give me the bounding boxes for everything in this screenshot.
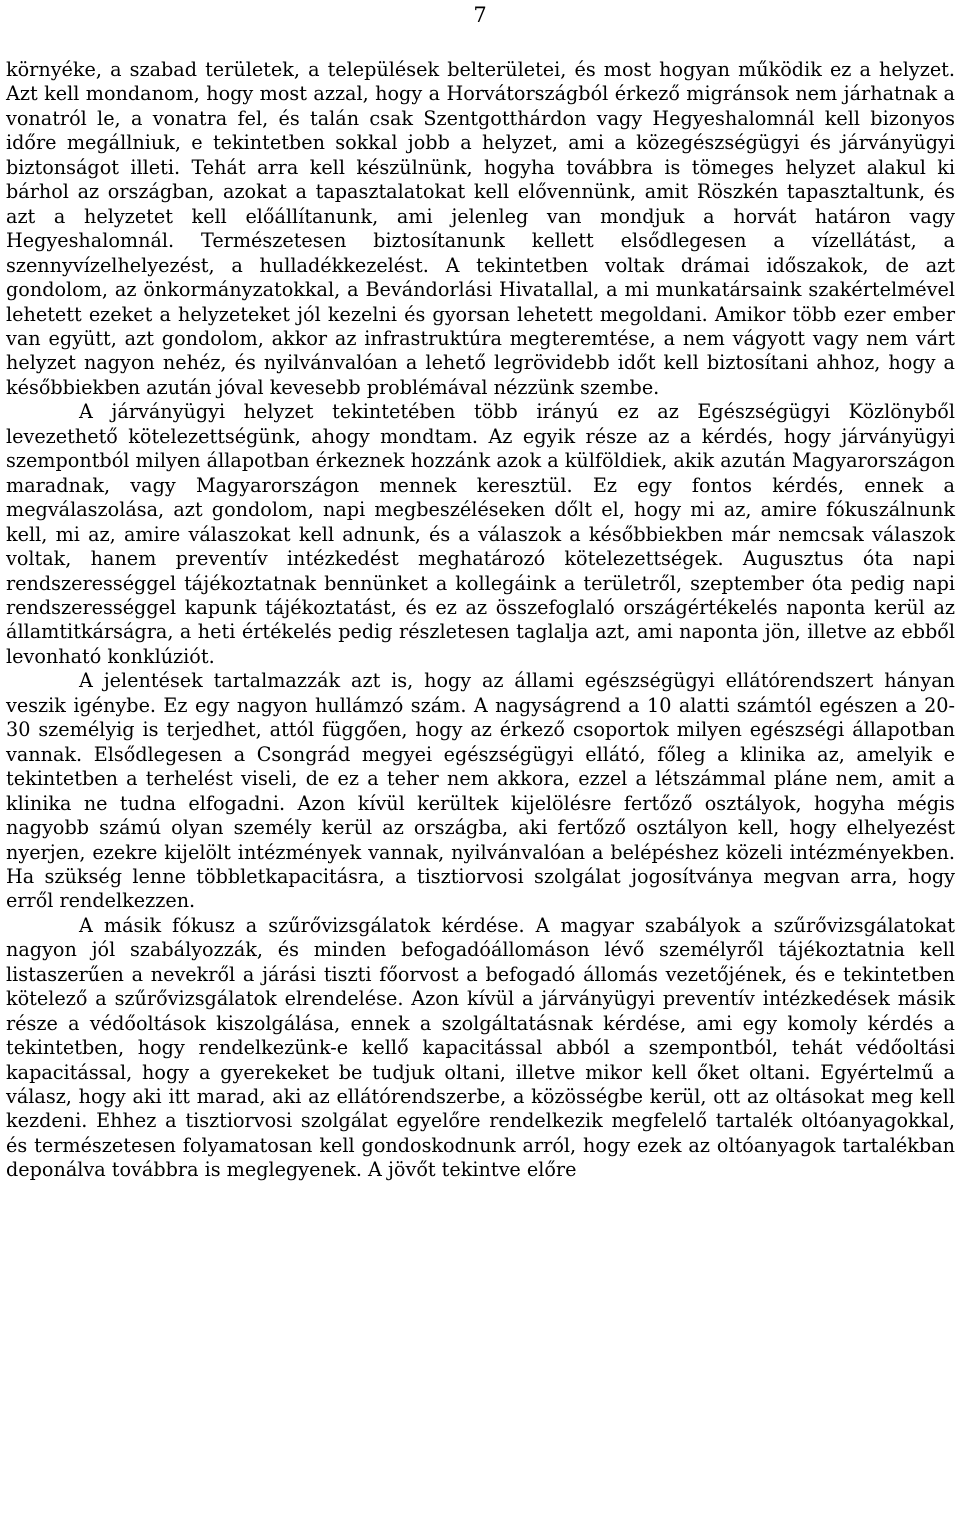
page-number: 7 xyxy=(473,3,487,27)
document-body xyxy=(6,58,955,1183)
paragraph-2: A járványügyi helyzet tekintetében több irányú ez az Egészségügyi Közlönyből levezethető kötelezettségünk, ahogy mondtam. Az egyik része az a kérdés, hogy járványügyi szempontból milyen állapotban érkeznek hozzánk azok a külföldiek, akik azután Magyarországon maradnak, vagy Magyarországon mennek keresztül. Ez egy fontos kérdés, ennek a megválaszolása, azt gondolom, napi megbeszéléseken dőlt el, hogy mi az, amire fókuszálnunk kell, mi az, amire válaszokat kell adnunk, és a válaszok a későbbiekben már nemcsak válaszok voltak, hanem preventív intézkedést meghatározó kötelezettségek. Augusztus óta napi rendszerességgel tájékoztatnak bennünket a kollegáink a területről, szeptember óta pedig napi rendszerességgel kapunk tájékoztatást, és ez az összefoglaló országértékelés naponta kerül az államtitkárságra, a heti értékelés pedig részletesen taglalja azt, ami naponta jön, illetve az ebből levonható konklúziót. xyxy=(6,400,955,668)
paragraph-1: környéke, a szabad területek, a települések belterületei, és most hogyan működik ez a helyzet. Azt kell mondanom, hogy most azzal, hogy a Horvátországból érkező migránsok nem járhatnak a vonatról le, a vonatra fel, és talán csak Szentgotthárdon vagy Hegyeshalomnál kell bizonyos időre megállniuk, e tekintetben sokkal jobb a helyzet, ami a közegészségügyi és járványügyi biztonságot illeti. Tehát arra kell készülnünk, hogyha továbbra is tömeges helyzet alakul ki bárhol az országban, azokat a tapasztalatokat kell elővennünk, amit Röszkén tapasztaltunk, és azt a helyzetet kell előállítanunk, ami jelenleg van mondjuk a horvát határon vagy Hegyeshalomnál. Természetesen biztosítanunk kellett elsődlegesen a vízellátást, a szennyvízelhelyezést, a hulladékkezelést. A tekintetben voltak drámai időszakok, de azt gondolom, az önkormányzatokkal, a Bevándorlási Hivatallal, a mi munkatársaink szakértelmével lehetett ezeket a helyzeteket jól kezelni és gyorsan lehetett megoldani. Amikor több ezer ember van együtt, azt gondolom, akkor az infrastruktúra megteremtése, a nem vágyott vagy nem várt helyzet nagyon nehéz, és nyilvánvalóan a lehető legrövidebb időt kell biztosítani ahhoz, hogy a későbbiekben azután jóval kevesebb problémával nézzünk szembe. xyxy=(6,58,955,399)
paragraph-3: A jelentések tartalmazzák azt is, hogy az állami egészségügyi ellátórendszert hányan veszik igénybe. Ez egy nagyon hullámzó szám. A nagyságrend a 10 alatti számtól egészen a 20-30 személyig is terjedhet, attól függően, hogy az érkező csoportok milyen egészségi állapotban vannak. Elsődlegesen a Csongrád megyei egészségügyi ellátó, főleg a klinika az, amelyik e tekintetben a terhelést viseli, de ez a teher nem akkora, ezzel a létszámmal pláne nem, amit a klinika ne tudna elfogadni. Azon kívül kerültek kijelölésre fertőző osztályok, hogyha mégis nagyobb számú olyan személy kerül az országba, aki fertőző osztályon kell, hogy elhelyezést nyerjen, ezekre kijelölt intézmények vannak, nyilvánvalóan a belépéshez közeli intézményekben. Ha szükség lenne többletkapacitásra, a tisztiorvosi szolgálat jogosítványa megvan arra, hogy erről rendelkezzen. xyxy=(6,669,955,913)
paragraph-4: A másik fókusz a szűrővizsgálatok kérdése. A magyar szabályok a szűrővizsgálatokat nagyon jól szabályozzák, és minden befogadóállomáson lévő személyről tájékoztatnia kell listaszerűen a nevekről a járási tiszti főorvost a befogadó állomás vezetőjének, és e tekintetben kötelező a szűrővizsgálatok elrendelése. Azon kívül a járványügyi preventív intézkedések másik része a védőoltások kiszolgálása, ennek a szolgáltatásnak kérdése, ami egy komoly kérdés a tekintetben, hogy rendelkezünk-e kellő kapacitással abból a szempontból, tehát védőoltási kapacitással, hogy a gyerekeket be tudjuk oltani, illetve mikor kell őket oltani. Egyértelmű a válasz, hogy aki itt marad, aki az ellátórendszerbe, a közösségbe kerül, ott az oltásokat meg kell kezdeni. Ehhez a tisztiorvosi szolgálat egyelőre rendelkezik megfelelő tartalék oltóanyagokkal, és természetesen folyamatosan kell gondoskodnunk arról, hogy ezek az oltóanyagok tartalékban deponálva továbbra is meglegyenek. A jövőt tekintve előre xyxy=(6,913,955,1182)
